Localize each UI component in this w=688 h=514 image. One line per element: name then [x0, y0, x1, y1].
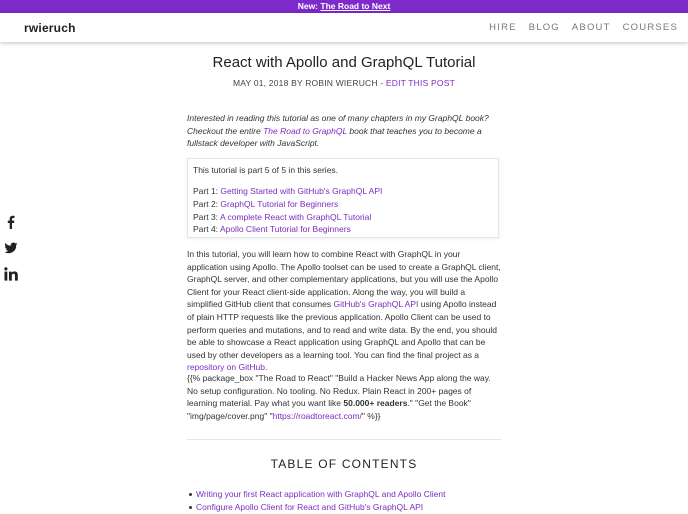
- series-part-link[interactable]: Apollo Client Tutorial for Beginners: [219, 224, 351, 235]
- body-text: .: [264, 362, 268, 373]
- intro-paragraph: [187, 112, 501, 150]
- announcement-link[interactable]: The Road to Next: [320, 1, 391, 11]
- intro-text-pre: Interested in reading this tutorial as one of many chapters in my GraphQL book? Checkout the entire: [187, 113, 489, 136]
- series-header: This tutorial is part 5 of 5 in this series.: [193, 165, 339, 175]
- divider: [187, 439, 501, 440]
- nav-blog[interactable]: BLOG: [528, 22, 560, 33]
- announcement-prefix: New:: [297, 1, 319, 11]
- toc-link[interactable]: Configure Apollo Client for React and GitHub's GraphQL API: [196, 502, 424, 512]
- series-part: [193, 211, 382, 224]
- post-date-author: MAY 01, 2018 BY ROBIN WIERUCH -: [233, 78, 386, 88]
- road-to-graphql-link[interactable]: The Road to GraphQL: [263, 125, 348, 136]
- repository-link[interactable]: repository on GitHub: [187, 362, 265, 373]
- series-part: [193, 223, 382, 236]
- edit-post-link[interactable]: EDIT THIS POST: [385, 78, 455, 88]
- package-text: " %}}: [361, 410, 381, 421]
- series-box: [187, 158, 499, 238]
- site-header: [0, 13, 688, 42]
- body-text: using Apollo instead of plain HTTP requests like the previous application. Apollo Client can be used to perform queries and mutations, and to read and write data. By the end, you should be able to showcase a React application using GraphQL and Apollo that can be used by other developers as a learning tool. You can find the final project as a: [187, 299, 497, 360]
- page-title: React with Apollo and GraphQL Tutorial: [212, 54, 476, 71]
- series-part: [193, 185, 382, 198]
- series-part-link[interactable]: A complete React with GraphQL Tutorial: [219, 211, 372, 222]
- nav-courses[interactable]: COURSES: [622, 22, 678, 33]
- package-box-paragraph: [187, 372, 501, 422]
- series-part-link[interactable]: GraphQL Tutorial for Beginners: [220, 198, 339, 209]
- announcement-bar: [0, 0, 688, 13]
- toc-list: [196, 488, 445, 514]
- toc-item: [196, 501, 445, 514]
- main-nav: [489, 22, 678, 33]
- package-text: ." "Get the Book" "img/page/cover.png" ": [187, 398, 471, 421]
- package-text: {{% package_box "The Road to React" "Build a Hacker News App along the way. No setup configuration. No tooling. No Redux. Plain React in 200+ pages of learning material. Pay what you want like: [187, 373, 491, 409]
- linkedin-icon[interactable]: [4, 267, 18, 281]
- github-graphql-api-link[interactable]: GitHub's GraphQL API: [333, 299, 419, 310]
- series-part-prefix: Part 1:: [193, 186, 221, 196]
- post-meta: [0, 78, 688, 88]
- intro-text-post: book that teaches you to become a fullstack developer with JavaScript.: [187, 125, 482, 149]
- toc-link[interactable]: Writing your first React application with GraphQL and Apollo Client: [196, 489, 446, 499]
- series-part-link[interactable]: Getting Started with GitHub's GraphQL API: [220, 186, 383, 196]
- nav-hire[interactable]: HIRE: [489, 22, 517, 33]
- site-logo[interactable]: rwieruch: [24, 21, 76, 35]
- body-paragraph: [187, 248, 501, 374]
- facebook-icon[interactable]: [4, 215, 18, 229]
- roadtoreact-link[interactable]: https://roadtoreact.com/: [272, 410, 362, 421]
- series-part-prefix: Part 3:: [193, 211, 220, 222]
- body-text: In this tutorial, you will learn how to combine React with GraphQL in your application using Apollo. The Apollo toolset can be used to create a GraphQL client, GraphQL server, and other complementary applications, but you will use the Apollo Client for your React client-side application. Along the way, you will build a simplified GitHub client that consumes: [187, 249, 501, 310]
- twitter-icon[interactable]: [4, 241, 18, 255]
- toc-title: TABLE OF CONTENTS: [270, 457, 418, 471]
- series-part-prefix: Part 4:: [193, 224, 220, 235]
- package-readers: 50.000+ readers: [343, 398, 408, 409]
- series-part: [193, 198, 382, 211]
- series-part-prefix: Part 2:: [193, 198, 221, 209]
- nav-about[interactable]: ABOUT: [571, 22, 611, 33]
- toc-item: [196, 488, 445, 501]
- series-list: [193, 185, 382, 236]
